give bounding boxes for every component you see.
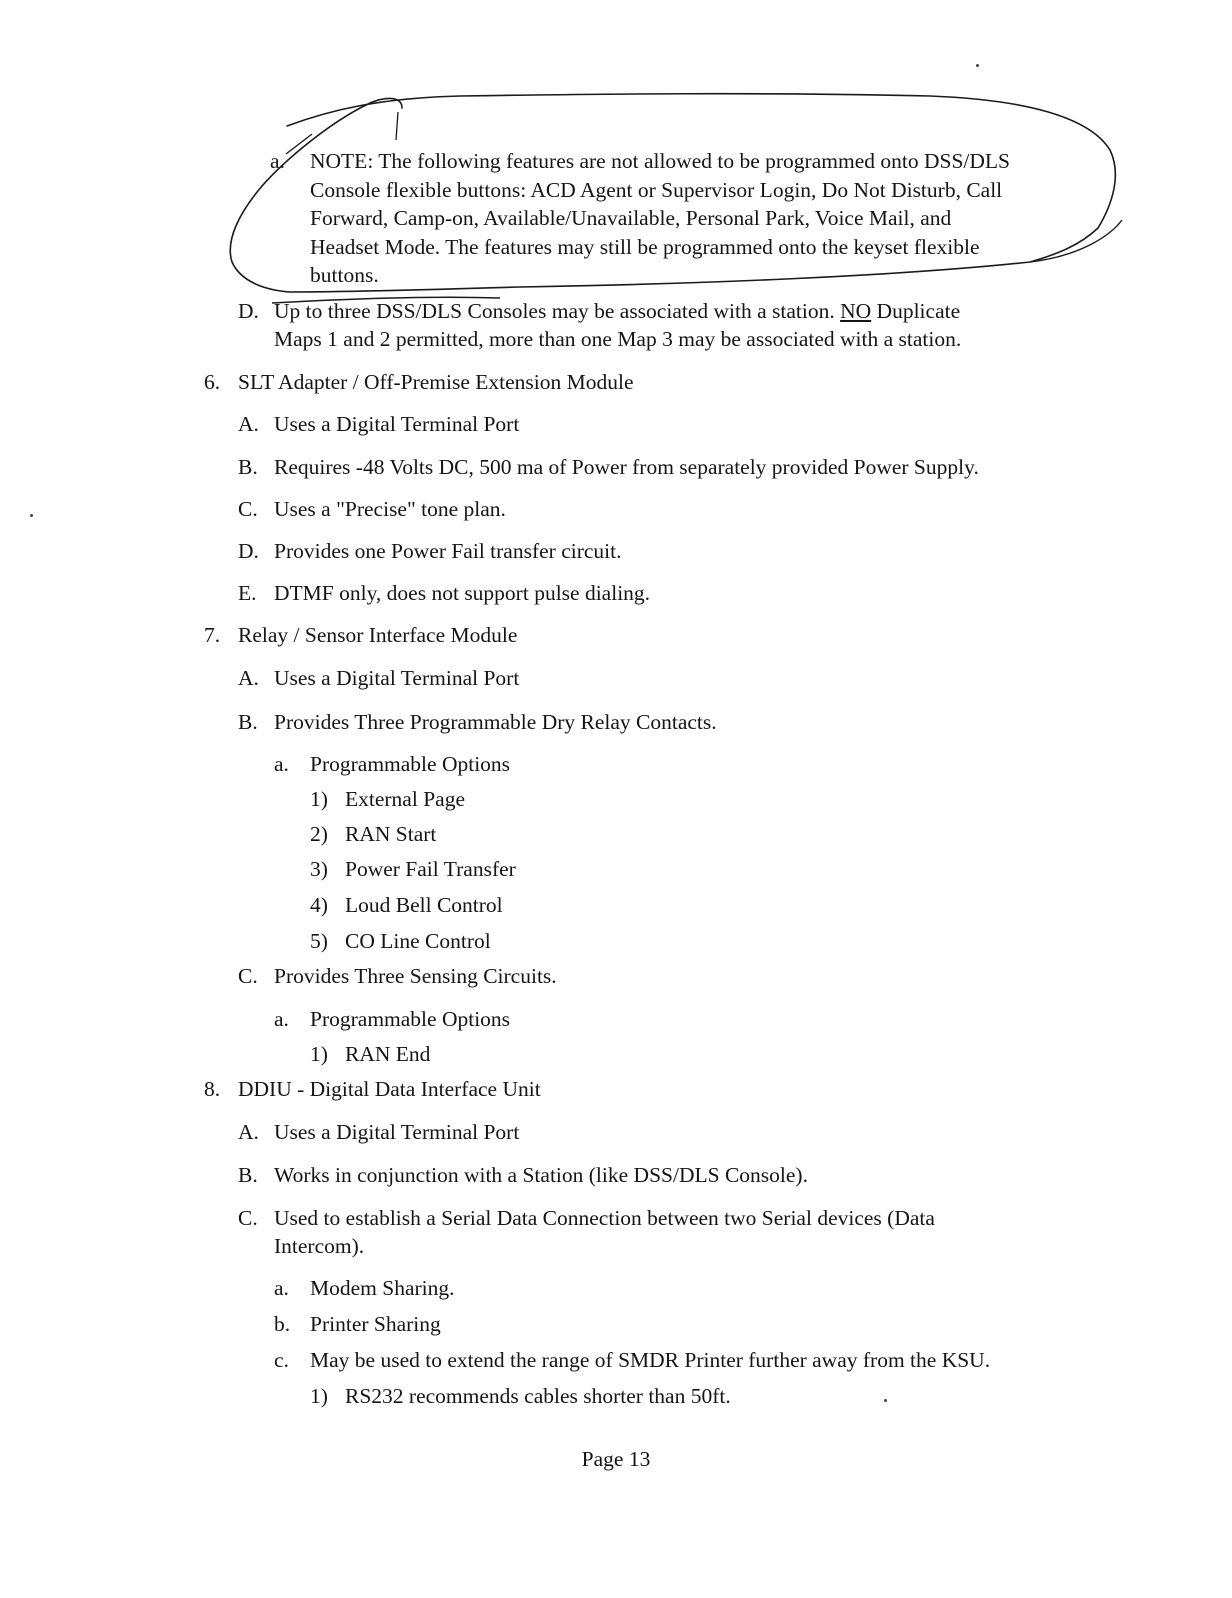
s8-option-marker: 1) [310, 1384, 328, 1408]
s7-option-marker: 4) [310, 893, 328, 917]
s7-option-marker: 3) [310, 857, 328, 881]
s7-option-text: RAN Start [345, 822, 437, 846]
s7-option-marker: 2) [310, 822, 328, 846]
s6-item-text: Uses a Digital Terminal Port [274, 412, 520, 436]
section-8-marker: 8. [204, 1077, 221, 1101]
section-8-title: DDIU - Digital Data Interface Unit [238, 1077, 541, 1101]
s8-c-sub-text: Modem Sharing. [310, 1276, 455, 1300]
s7-c-option-text: RAN End [345, 1042, 431, 1066]
note-line-5: buttons. [310, 263, 379, 287]
s7-c-sub-marker: a. [274, 1007, 289, 1031]
scan-speck [884, 1399, 887, 1402]
note-line-1: NOTE: The following features are not allowed to be programmed onto DSS/DLS [310, 149, 1010, 173]
s7-option-marker: 5) [310, 929, 328, 953]
scan-speck [30, 514, 33, 517]
s8-c-sub-marker: b. [274, 1312, 291, 1336]
s7-b-sub-marker: a. [274, 752, 289, 776]
s8-b-text: Works in conjunction with a Station (like DSS/DLS Console). [274, 1163, 808, 1187]
s7-c-text: Provides Three Sensing Circuits. [274, 964, 557, 988]
s8-a-marker: A. [238, 1120, 259, 1144]
s8-c-sub-text: May be used to extend the range of SMDR Printer further away from the KSU. [310, 1348, 991, 1372]
section-6-marker: 6. [204, 370, 221, 394]
s6-item-marker: D. [238, 539, 259, 563]
s7-option-text: CO Line Control [345, 929, 491, 953]
s8-c-sub-text: Printer Sharing [310, 1312, 441, 1336]
s8-c-sub-marker: a. [274, 1276, 289, 1300]
s7-a-text: Uses a Digital Terminal Port [274, 666, 520, 690]
section-7-title: Relay / Sensor Interface Module [238, 623, 518, 647]
item-d-line-1: Up to three DSS/DLS Consoles may be associated with a station. NO Duplicate [274, 299, 961, 323]
s6-item-text: Uses a "Precise" tone plan. [274, 497, 506, 521]
item-d-line-2: Maps 1 and 2 permitted, more than one Map 3 may be associated with a station. [274, 327, 962, 351]
s6-item-marker: E. [238, 581, 257, 605]
s8-c-marker: C. [238, 1206, 258, 1230]
section-7-marker: 7. [204, 623, 221, 647]
item-d-marker: D. [238, 299, 259, 323]
s7-c-marker: C. [238, 964, 258, 988]
s6-item-text: DTMF only, does not support pulse dialing. [274, 581, 651, 605]
s6-item-marker: A. [238, 412, 259, 436]
note-line-2: Console flexible buttons: ACD Agent or Supervisor Login, Do Not Disturb, Call [310, 178, 1003, 202]
s7-c-sub-text: Programmable Options [310, 1007, 511, 1031]
s7-option-text: Loud Bell Control [345, 893, 503, 917]
s7-b-marker: B. [238, 710, 258, 734]
s8-a-text: Uses a Digital Terminal Port [274, 1120, 520, 1144]
s7-option-text: Power Fail Transfer [345, 857, 516, 881]
s8-c-line-2: Intercom). [274, 1234, 365, 1258]
s6-item-text: Provides one Power Fail transfer circuit. [274, 539, 622, 563]
s7-a-marker: A. [238, 666, 259, 690]
page-number: Page 13 [581, 1447, 651, 1471]
s6-item-marker: C. [238, 497, 258, 521]
s7-b-text: Provides Three Programmable Dry Relay Contacts. [274, 710, 717, 734]
section-6-title: SLT Adapter / Off-Premise Extension Module [238, 370, 634, 394]
s7-option-marker: 1) [310, 787, 328, 811]
s8-option-text: RS232 recommends cables shorter than 50ft. [345, 1384, 731, 1408]
s6-item-text: Requires -48 Volts DC, 500 ma of Power from separately provided Power Supply. [274, 455, 979, 479]
note-line-4: Headset Mode. The features may still be programmed onto the keyset flexible [310, 235, 980, 259]
s8-c-line-1: Used to establish a Serial Data Connection between two Serial devices (Data [274, 1206, 935, 1230]
s6-item-marker: B. [238, 455, 258, 479]
s7-b-sub-text: Programmable Options [310, 752, 511, 776]
s8-c-sub-marker: c. [274, 1348, 289, 1372]
s8-b-marker: B. [238, 1163, 258, 1187]
s7-option-text: External Page [345, 787, 465, 811]
note-marker: a. [270, 149, 285, 173]
scan-speck [976, 64, 979, 67]
s7-c-option-marker: 1) [310, 1042, 328, 1066]
note-line-3: Forward, Camp-on, Available/Unavailable, Personal Park, Voice Mail, and [310, 206, 952, 230]
